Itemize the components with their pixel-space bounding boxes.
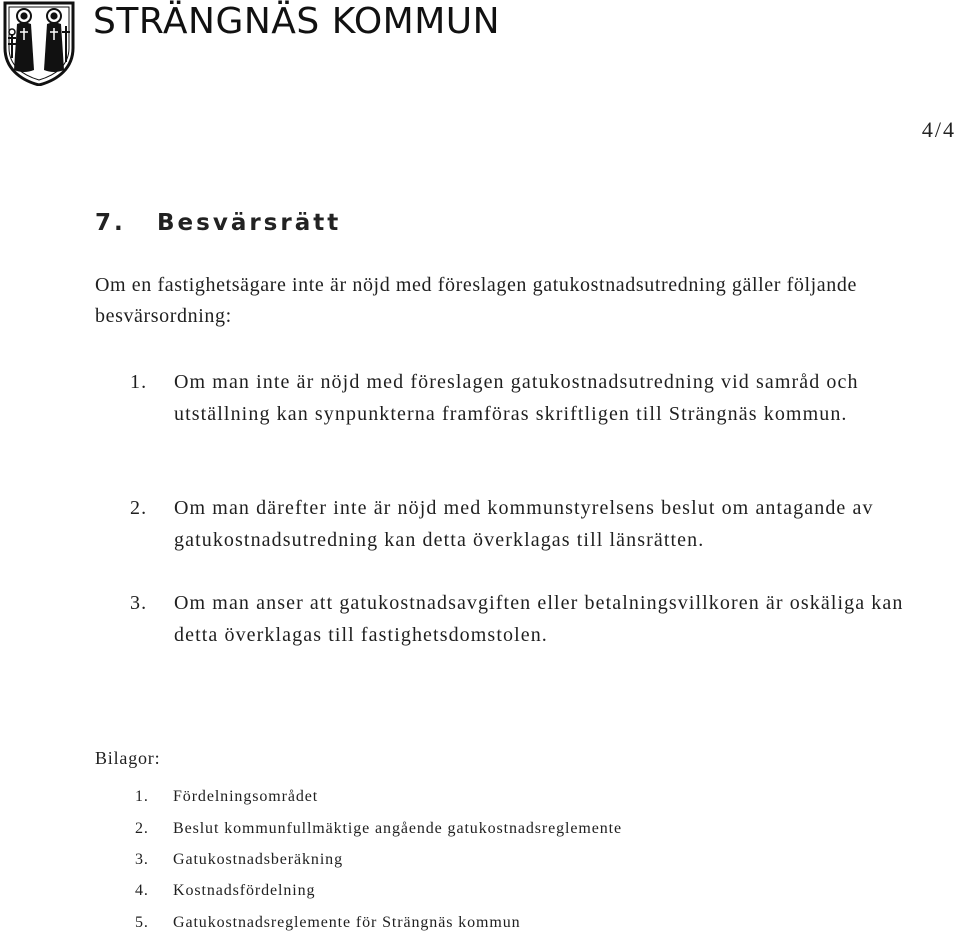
section-number: 7. [95,210,126,236]
page-header [0,0,600,90]
attachment-item [135,881,315,901]
attachment-text: Gatukostnadsberäkning [173,851,343,868]
attachment-number: 4. [135,882,149,899]
attachment-text: Gatukostnadsreglemente för Strängnäs kommun [173,914,521,931]
list-item [130,492,930,556]
list-item [130,366,930,430]
list-item-number: 2. [130,497,148,519]
attachment-item [135,819,622,839]
list-item-text: Om man inte är nöjd med föreslagen gatukostnadsutredning vid samråd och utställning kan synpunkterna framföras skriftligen till Strängnäs kommun. [174,371,859,425]
list-item [130,587,930,651]
attachment-number: 5. [135,914,149,931]
attachment-item [135,787,318,807]
section-title: Besvärsrätt [157,210,342,236]
section-heading [95,210,341,236]
attachment-item [135,850,343,870]
attachment-number: 1. [135,788,149,805]
list-item-number: 1. [130,371,148,393]
attachments-label: Bilagor: [95,748,161,768]
attachment-item [135,913,521,933]
attachment-text: Kostnadsfördelning [173,882,316,899]
organization-name: STRÄNGNÄS KOMMUN [93,1,501,42]
list-item-text: Om man anser att gatukostnadsavgiften eller betalningsvillkoren är oskäliga kan detta överklagas till fastighetsdomstolen. [174,592,904,646]
attachment-number: 2. [135,820,149,837]
intro-paragraph: Om en fastighetsägare inte är nöjd med föreslagen gatukostnadsutredning gäller följande besvärsordning: [95,274,857,327]
attachment-number: 3. [135,851,149,868]
list-item-text: Om man därefter inte är nöjd med kommunstyrelsens beslut om antagande av gatukostnadsutredning kan detta överklagas till länsrätten. [174,497,874,551]
page-number: 4/4 [921,117,956,142]
attachment-text: Fördelningsområdet [173,788,319,805]
list-item-number: 3. [130,592,148,614]
attachment-text: Beslut kommunfullmäktige angående gatukostnadsreglemente [173,820,622,837]
city-seal-icon [2,0,76,86]
